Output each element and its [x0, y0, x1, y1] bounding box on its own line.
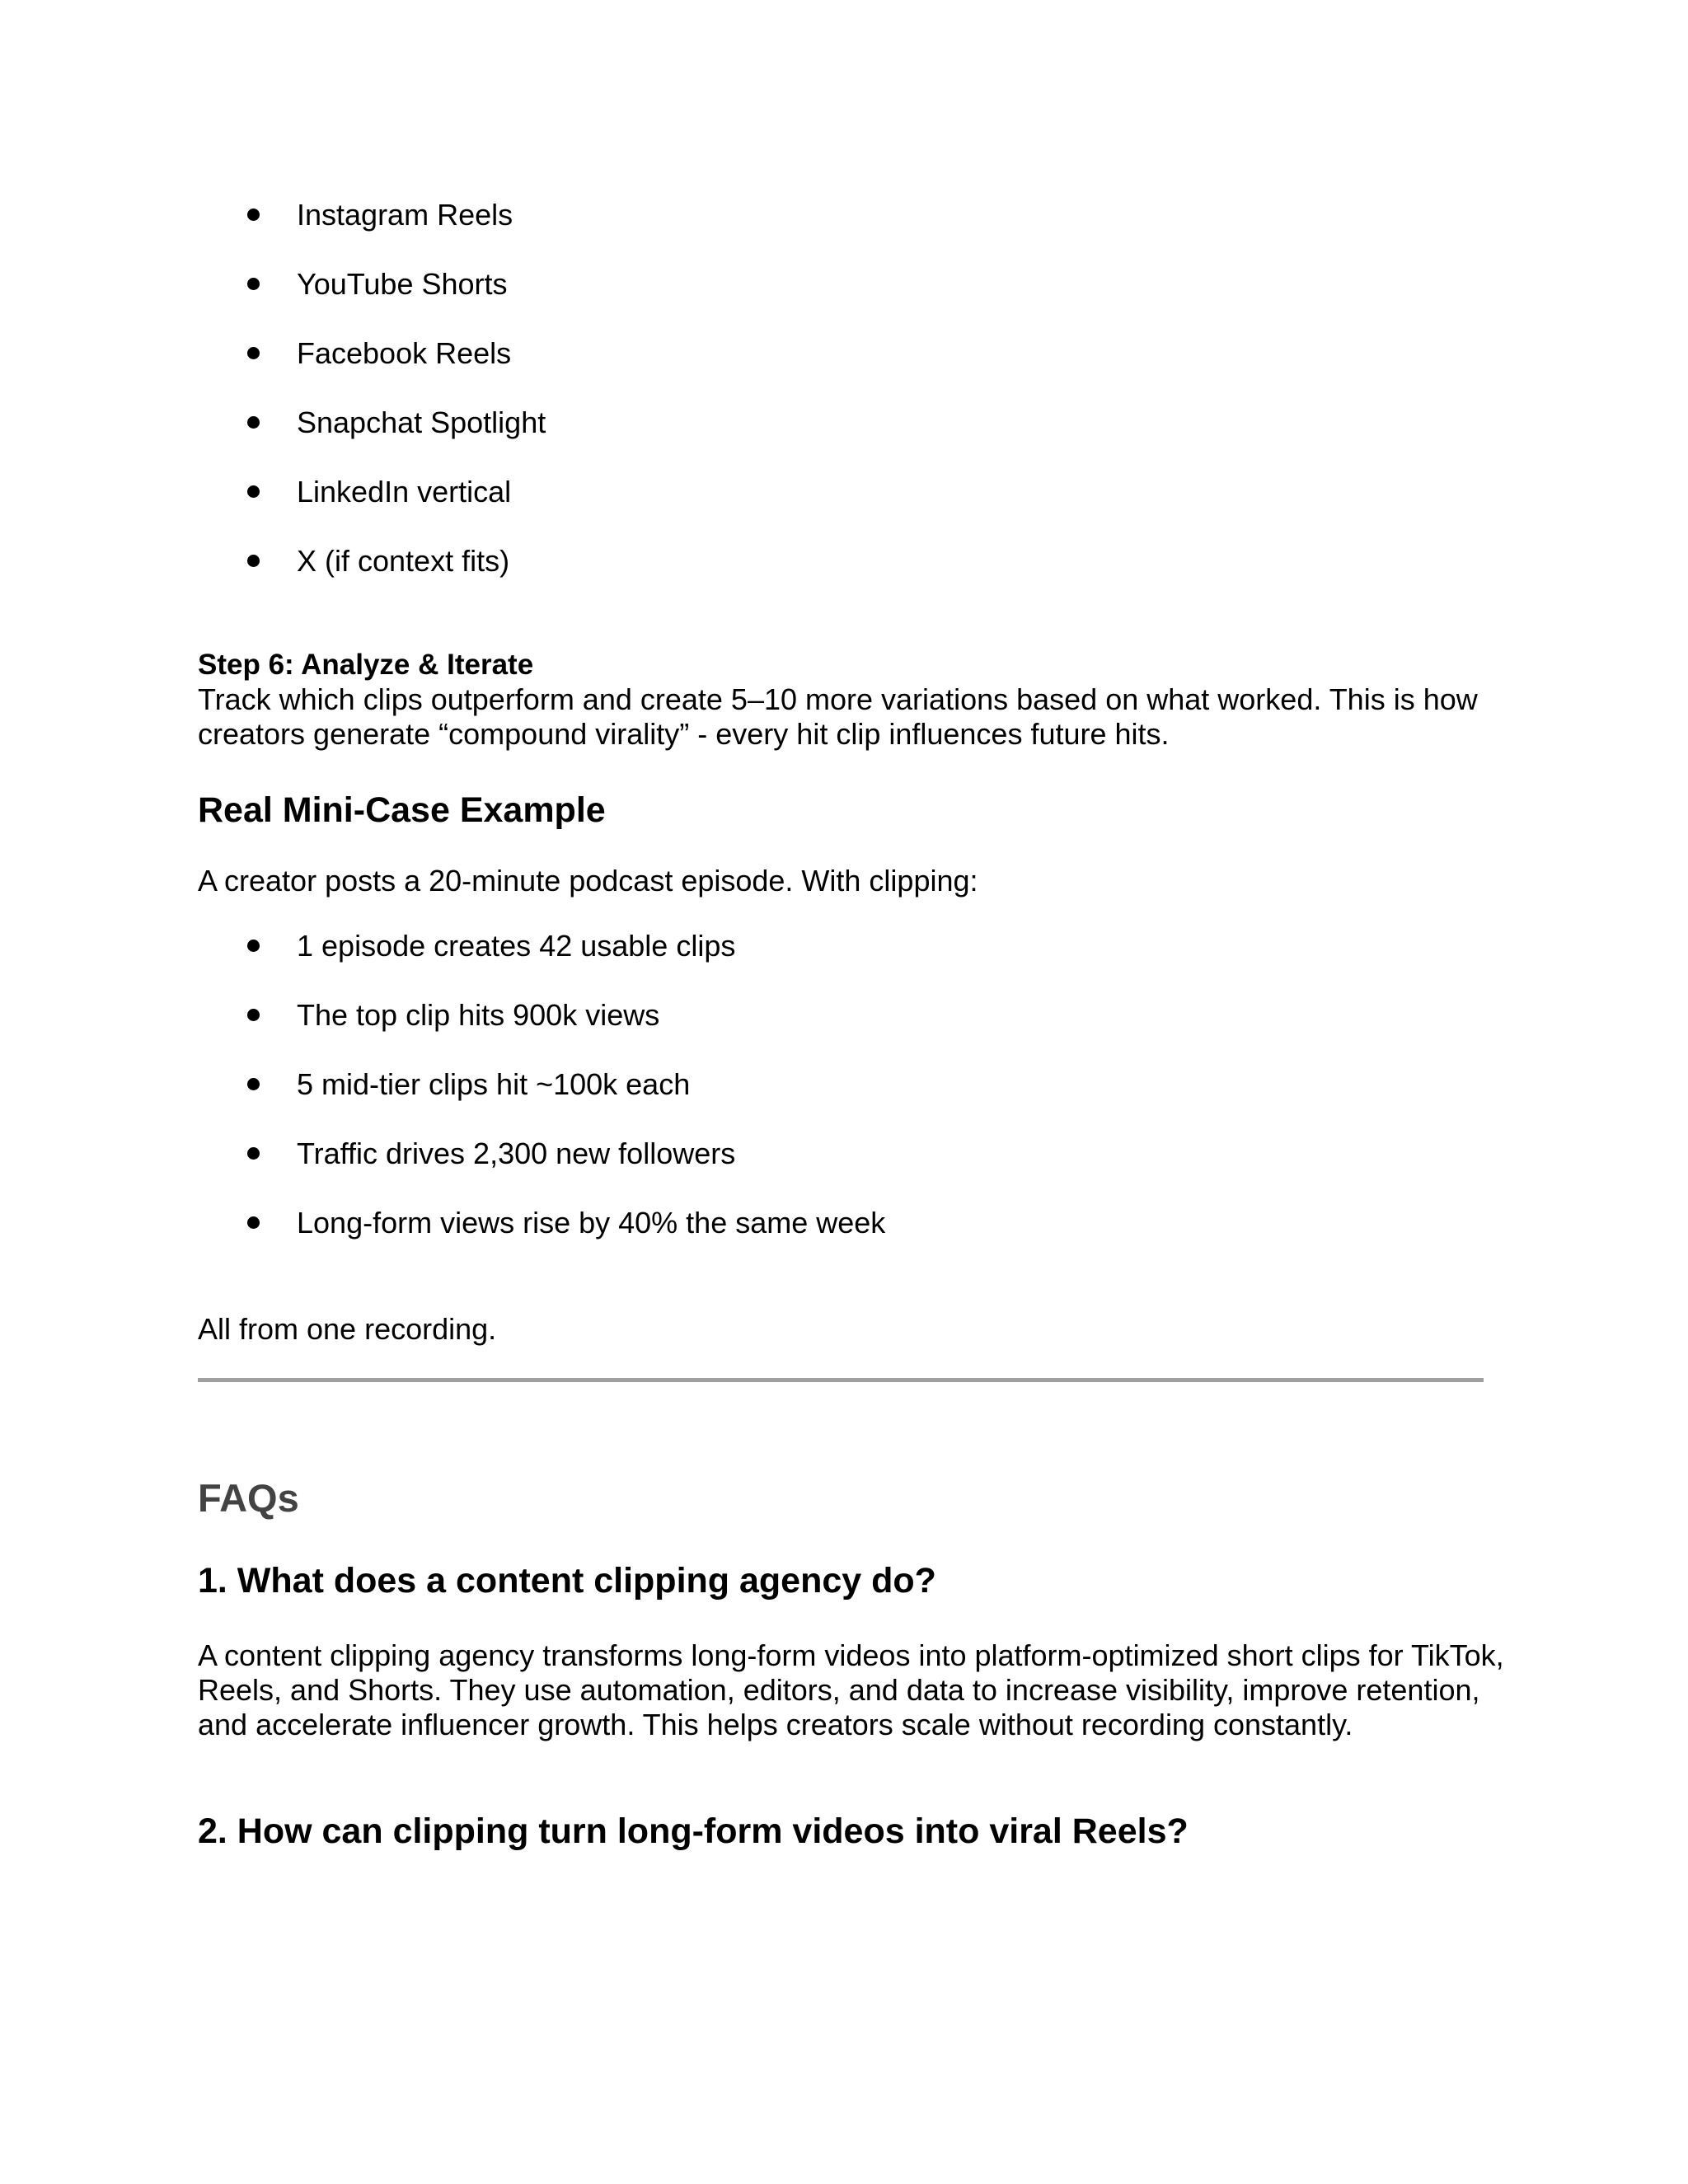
step-6-heading: Step 6: Analyze & Iterate	[198, 649, 534, 681]
horizontal-divider	[198, 1378, 1484, 1382]
list-item-text: Long-form views rise by 40% the same week	[297, 1206, 886, 1240]
case-example-list	[247, 929, 885, 1275]
list-item	[247, 336, 546, 405]
faq-question-1: 1. What does a content clipping agency do?	[198, 1561, 936, 1601]
list-item	[247, 475, 546, 544]
faq-question-2: 2. How can clipping turn long-form videos into viral Reels?	[198, 1811, 1189, 1851]
bullet-icon	[247, 416, 260, 429]
faq-answer-1: A content clipping agency transforms long-form videos into platform-optimized short clips for TikTok, Reels, and Shorts. They use automation, editors, and data to increase visibility, improve retention, and accelerate influencer growth. This helps creators scale without recording constantly.	[198, 1638, 1504, 1741]
case-example-closing: All from one recording.	[198, 1312, 497, 1346]
bullet-icon	[247, 347, 260, 359]
step-6-body: Track which clips outperform and create 5–10 more variations based on what worked. This is how creators generate “compound virality” - every hit clip influences future hits.	[198, 682, 1478, 751]
list-item	[247, 998, 885, 1067]
faqs-title: FAQs	[198, 1476, 299, 1520]
list-item	[247, 929, 885, 998]
list-item	[247, 405, 546, 475]
list-item	[247, 1067, 885, 1137]
bullet-icon	[247, 209, 260, 221]
bullet-icon	[247, 1078, 260, 1090]
list-item-text: The top clip hits 900k views	[297, 998, 660, 1032]
bullet-icon	[247, 1216, 260, 1229]
case-example-intro: A creator posts a 20-minute podcast episode. With clipping:	[198, 864, 978, 898]
case-example-heading: Real Mini-Case Example	[198, 790, 606, 830]
bullet-icon	[247, 278, 260, 290]
list-item-text: Facebook Reels	[297, 336, 512, 370]
list-item-text: Instagram Reels	[297, 198, 513, 232]
list-item	[247, 267, 546, 336]
list-item-text: 5 mid-tier clips hit ~100k each	[297, 1067, 691, 1101]
list-item-text: YouTube Shorts	[297, 267, 508, 301]
bullet-icon	[247, 940, 260, 952]
bullet-icon	[247, 555, 260, 567]
list-item	[247, 1206, 885, 1275]
bullet-icon	[247, 1009, 260, 1021]
bullet-icon	[247, 1147, 260, 1160]
list-item-text: LinkedIn vertical	[297, 475, 512, 509]
list-item-text: Snapchat Spotlight	[297, 405, 546, 439]
bullet-icon	[247, 485, 260, 498]
list-item	[247, 544, 546, 613]
list-item	[247, 1137, 885, 1206]
list-item-text: Traffic drives 2,300 new followers	[297, 1137, 736, 1170]
list-item-text: 1 episode creates 42 usable clips	[297, 929, 736, 963]
platform-list	[247, 198, 546, 613]
list-item-text: X (if context fits)	[297, 544, 510, 578]
list-item	[247, 198, 546, 267]
